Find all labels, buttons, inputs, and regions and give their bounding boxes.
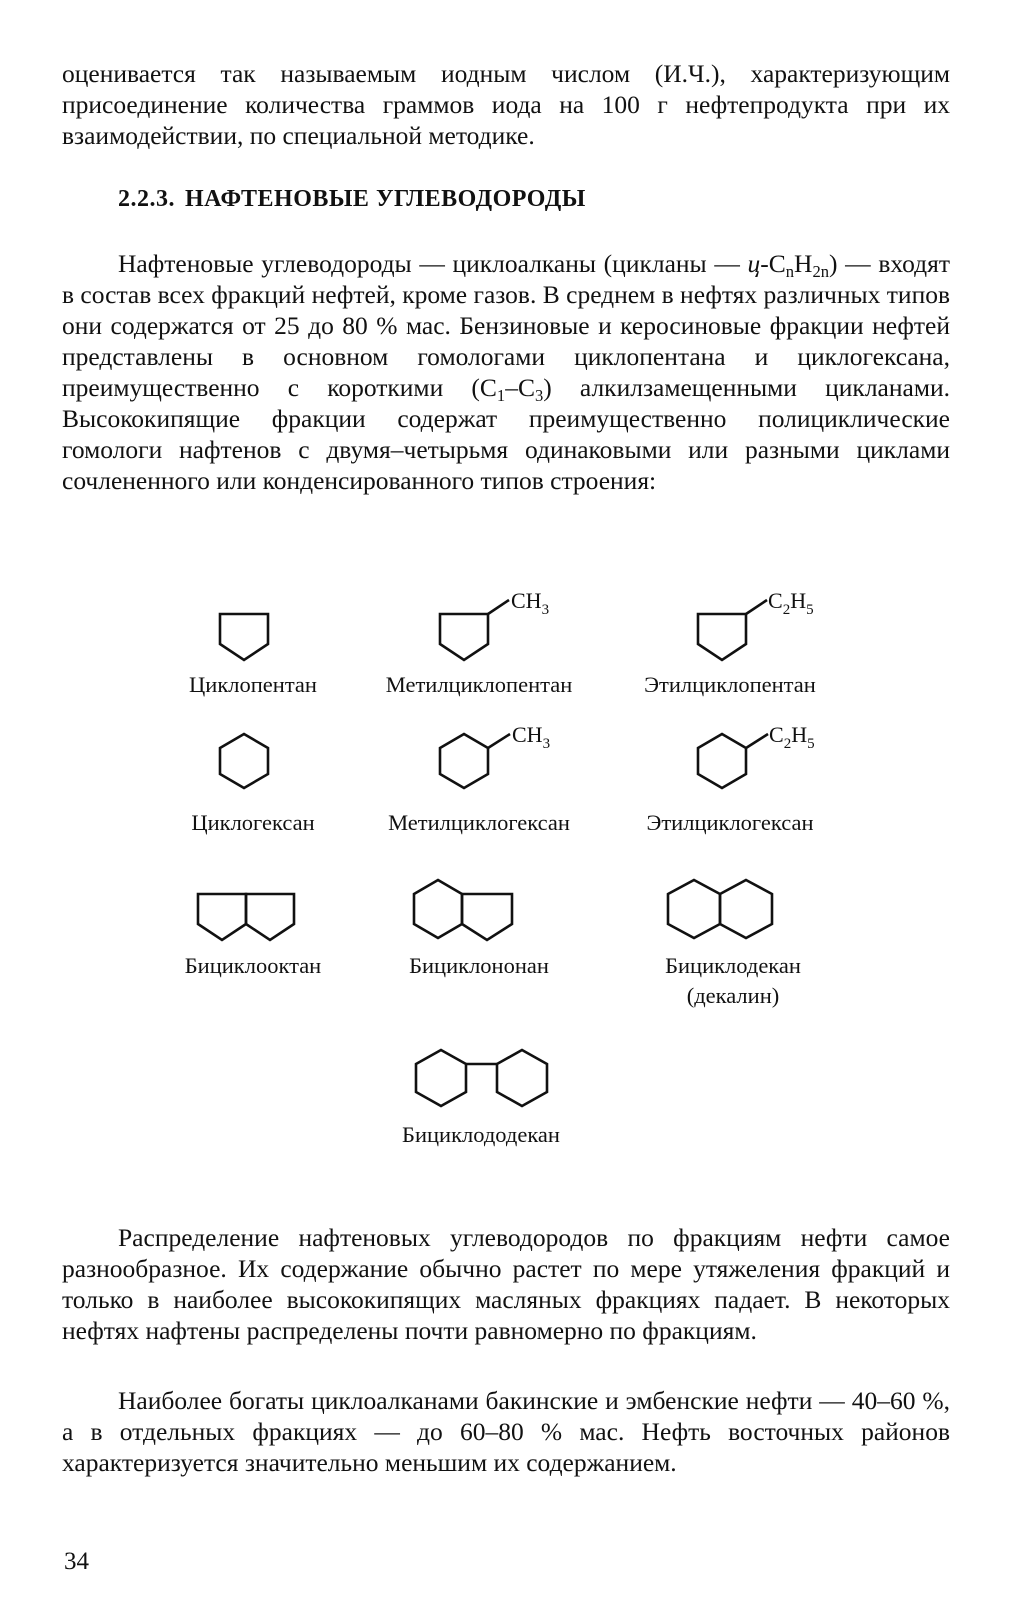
- methyl-group-label: $CH_3$: [511, 588, 550, 618]
- bicyclodecane-structure: [668, 880, 772, 938]
- bicyclododecane-label: Бициклододекан: [402, 1122, 560, 1147]
- top-paragraph: [62, 58, 950, 151]
- formula-2n: 2n: [812, 261, 830, 281]
- ethylcyclopentane-structure: [698, 588, 814, 660]
- bicyclododecane-structure: [416, 1050, 547, 1106]
- richest-text: Наиболее богаты циклоалканами бакинские и эмбенские нефти — 40–60 %, а в отдельных фракциях — до 60–80 % мас. Нефть восточных районов характеризуется значительно меньшим их содержанием.: [62, 1386, 950, 1477]
- methylcyclohexane-structure: [440, 722, 550, 788]
- ethylcyclopentane-label: Этилциклопентан: [644, 672, 816, 697]
- ethyl-group-label-2: $C_2H_5$: [769, 722, 815, 752]
- c-dash: –C: [505, 373, 535, 402]
- formula-prefix: ц: [747, 249, 761, 278]
- intro-paragraph: [62, 248, 950, 496]
- intro-text-b: ) — входят в состав всех фракций нефтей, кроме газов. В среднем в нефтях различных типов они содержатся от 25 до 80 % мас. Бензиновые и керосиновые фракции нефтей представлены в основном гомологами циклопентана и циклогексана, преимущественно с короткими (C: [62, 249, 950, 402]
- page-number: 34: [64, 1548, 89, 1575]
- bicyclooctane-label: Бициклооктан: [184, 953, 322, 978]
- c3-index: 3: [534, 385, 544, 405]
- section-number: 2.2.3.: [118, 186, 175, 212]
- decalin-label: (декалин): [686, 983, 780, 1008]
- cyclopentane-label: Циклопентан: [189, 672, 317, 697]
- formula-c: -C: [760, 249, 786, 278]
- methylcyclohexane-label: Метилциклогексан: [388, 810, 570, 835]
- bicyclononane-structure: [414, 880, 512, 940]
- methyl-group-label-2: $CH_3$: [512, 722, 551, 752]
- structures-diagram: [0, 560, 1027, 1180]
- c1-index: 1: [496, 385, 506, 405]
- cyclohexane-label: Циклогексан: [191, 810, 315, 835]
- ethylcyclohexane-structure: [698, 722, 815, 788]
- bicyclooctane-structure: [198, 894, 294, 940]
- distribution-text: Распределение нафтеновых углеводородов по фракциям нефти самое разнообразное. Их содержание обычно растет по мере утяжеления фракций и только в наиболее высококипящих масляных фракциях падает. В некоторых нефтях нафтены распределены почти равномерно по фракциям.: [62, 1223, 950, 1345]
- cyclohexane-structure: [220, 734, 268, 788]
- bicyclodecane-label: Бициклодекан: [665, 953, 801, 978]
- formula-h: H: [794, 249, 813, 278]
- section-heading: [118, 186, 586, 213]
- formula-n: n: [785, 261, 795, 281]
- intro-text-c: ) алкилзамещенными цикланами. Высококипящие фракции содержат преимущественно полициклические гомологи нафтенов с двумя–четырьмя одинаковыми или разными циклами сочлененного или конденсированного типов строения:: [62, 373, 950, 495]
- intro-text-a: Нафтеновые углеводороды — циклоалканы (цикланы —: [118, 249, 748, 278]
- top-paragraph-text: оценивается так называемым иодным числом (И.Ч.), характеризующим присоединение количества граммов иода на 100 г нефтепродукта при их взаимодействии, по специальной методике.: [62, 59, 950, 150]
- ethyl-group-label: $C_2H_5$: [768, 588, 814, 618]
- cyclopentane-structure: [220, 614, 268, 660]
- richest-paragraph: [62, 1385, 950, 1478]
- methylcyclopentane-label: Метилциклопентан: [385, 672, 573, 697]
- methylcyclopentane-structure: [440, 588, 549, 660]
- bicyclononane-label: Бициклононан: [409, 953, 549, 978]
- section-title: НАФТЕНОВЫЕ УГЛЕВОДОРОДЫ: [185, 186, 586, 212]
- ethylcyclohexane-label: Этилциклогексан: [646, 810, 814, 835]
- distribution-paragraph: [62, 1222, 950, 1346]
